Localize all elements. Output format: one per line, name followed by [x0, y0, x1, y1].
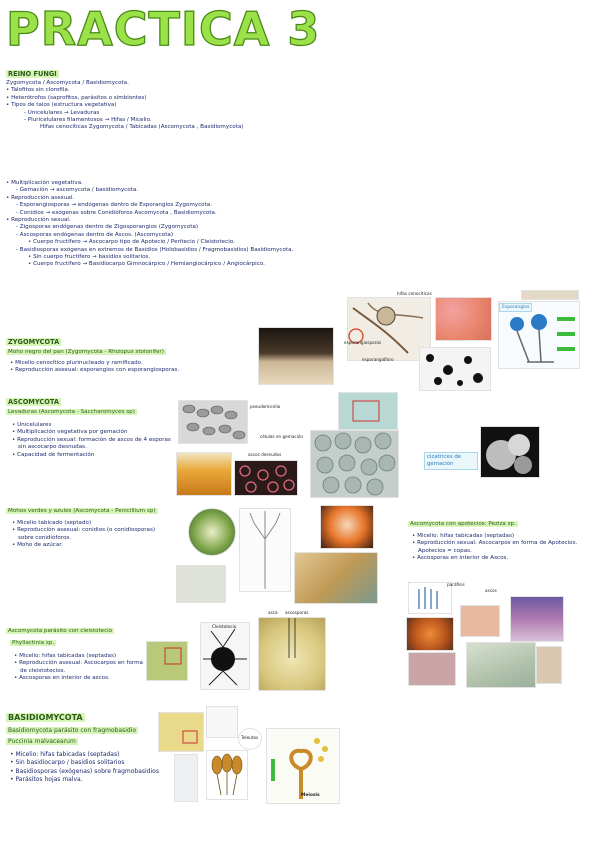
list-item: Zygomycota / Ascomycota / Basidiomycota.	[6, 80, 129, 86]
list-item: • Sin basidiocarpo / basidios solitarios	[10, 759, 125, 767]
list-item: - Ascosporas endógenas dentro de Ascos. (Ascomycota)	[16, 231, 174, 238]
list-item: • Cuerpo fructífero → Ascocarpo tipo de Apotecio / Peritecio / Cleistotecio.	[28, 239, 235, 246]
zygomycota-subheading: Moho negro del pan (Zygomycota - Rhizopus stolonifer)	[8, 349, 164, 355]
leaf-photo	[146, 641, 188, 681]
cleistotecio-list	[14, 653, 143, 683]
reproduccion-list	[6, 180, 293, 269]
peziza-heading: Ascomycota con apotecios: Peziza sp.	[410, 521, 516, 527]
list-item: • Tipos de talos (estructura vegetativa)	[6, 102, 117, 109]
conidios-photo	[294, 552, 378, 604]
ascomycota-subheading: Levaduras (Ascomycota - Saccharomyces sp)	[8, 409, 135, 415]
beer-photo	[176, 452, 232, 496]
label: ascosporas	[285, 610, 309, 615]
parafisis-drawing	[408, 582, 452, 614]
bread-mold-photo	[258, 327, 334, 385]
list-item: • Micelio tabicado (septado)	[12, 520, 92, 526]
list-item: sobre conidióforos.	[18, 534, 72, 541]
list-item: - Esporangiosporas → endógenas dentro de Esporangios Zygomycota.	[16, 202, 212, 209]
celulas-gemacion-photo	[310, 430, 399, 498]
yeast-cells-photo	[338, 392, 398, 430]
page-title: PRACTICA 3	[6, 2, 321, 56]
cicatrices-label: cicatrices de gemación	[424, 452, 478, 470]
list-item: • Sin cuerpo fructífero → basidios solitarios.	[28, 254, 151, 261]
label: esporangiosporas	[344, 340, 382, 345]
peziza-tissue-photo	[408, 652, 456, 686]
list-item: - Basidiosporas exógenas en extremos de Basidios (Holobasidios / Fragmobasidios) Basidiomycota.	[16, 246, 294, 253]
list-item: sin ascocarpo desnudas.	[18, 444, 87, 451]
list-item: - Gemación → ascomycota / basidiomycota.	[16, 187, 139, 194]
list-item: • Multiplicación vegetativa por gemación	[12, 429, 128, 436]
list-item: Hifas cenocíticas Zygomycota / Tabicadas (Ascomycota , Basidiomycota)	[40, 124, 244, 131]
list-item: • Micelio: hifas tabicadas (septadas)	[412, 533, 515, 539]
list-item: • Reproducción sexual: Ascocarpos en forma de Apotecios.	[412, 540, 578, 547]
peziza-detail-photo	[536, 646, 562, 684]
label: Cleistotecio	[212, 624, 237, 629]
list-item: • Micelio cenocítico plurinucleado y ramificado.	[10, 360, 143, 366]
list-item: • Heterótrofos (saprofitos, parásitos o simbiontes)	[6, 94, 147, 101]
list-item: • Micelio: hifas tabicadas (septadas)	[10, 751, 120, 758]
teleutos-drawing	[206, 750, 248, 800]
ascomycota-heading: ASCOMYCOTA	[8, 398, 59, 406]
basidiomycota-subheading2: Puccinia malvacearum	[8, 738, 76, 745]
label: hifas cenocíticas	[397, 291, 432, 296]
peziza-list	[412, 533, 577, 563]
reino-fungi-list	[6, 80, 244, 132]
label: esporangióforo	[362, 357, 394, 362]
label: Meiosis	[301, 793, 320, 798]
list-item: - Conidios → exógenas sobre Conidióforos Ascomycota , Basidiomycota.	[16, 209, 217, 216]
list-item: • Capacidad de fermentación	[12, 451, 95, 458]
label: ascos	[485, 588, 497, 593]
mohos-list	[12, 520, 155, 550]
puccinia-leaf-photo	[158, 712, 204, 752]
list-item: Apotecios = copas.	[418, 547, 472, 554]
cicatrices-photo	[480, 426, 540, 478]
list-item: • Reproducción asexual.	[6, 194, 75, 201]
label: ascos desnudos	[248, 452, 282, 457]
pustule-photo	[206, 706, 238, 738]
label: pseudomicelio	[250, 404, 281, 409]
zygomycota-heading: ZYGOMYCOTA	[8, 338, 60, 346]
cleistotecio-photo	[200, 622, 250, 690]
label: Teleutos	[241, 735, 259, 740]
penicillium-plate-photo	[188, 508, 236, 556]
basidiomycota-heading: BASIDIOMYCOTA	[8, 713, 83, 722]
esporangios-micro-photo	[435, 297, 492, 341]
ascomycota-list	[12, 422, 171, 459]
penicillium-drawing	[239, 508, 291, 592]
esporangios-label: Esporangios	[499, 303, 532, 312]
list-item: • Ascosporas en interior de ascos.	[14, 675, 110, 682]
list-item: • Reproducción sexual.	[6, 217, 71, 224]
apotecio-section-photo	[460, 605, 500, 637]
teleuto-micro-photo	[174, 754, 198, 802]
cleistotecio-heading: Ascomycota parásito con cleistotecio	[8, 628, 113, 634]
zygomycota-list	[10, 360, 179, 375]
list-item: • Parásitos hojas malva.	[10, 776, 83, 784]
list-item: • Basidiosporas (exógenas) sobre fragmobasidios	[10, 767, 159, 775]
pseudomicelio-photo	[178, 400, 248, 444]
label: células en gemación	[260, 434, 304, 439]
ascos-desnudos-photo	[234, 460, 298, 496]
reino-fungi-heading: REINO FUNGI	[8, 70, 57, 78]
peziza-cups-photo	[406, 617, 454, 651]
esporangios-black-photo	[419, 347, 491, 391]
asca-photo	[258, 617, 326, 691]
list-item: • Unicelulares	[12, 422, 52, 428]
list-item: - Pluricelulares filamentosos → Hifas / Micelio.	[24, 117, 152, 124]
list-item: • Moho de azúcar.	[12, 542, 63, 549]
list-item: • Reproducción asexual: conidios (o conidiosporas)	[12, 527, 156, 534]
cleistotecio-subheading: Phyllactinia sp.	[12, 640, 55, 646]
list-item: • Micelio: hifas tabicadas (septadas)	[14, 653, 117, 659]
orange-mold-photo	[320, 505, 374, 549]
list-item: • Reproducción sexual: formación de ascos de 4 esporas	[12, 436, 171, 443]
list-item: - Zigosporas endógenas dentro de Zigosporangios (Zygomycota)	[16, 224, 199, 231]
list-item: • Reproducción asexual: esporangios con esporangiosporas.	[10, 367, 180, 374]
list-item: • Cuerpo fructífero → Basidiocarpo Gimnocárpico / Hemiangiocárpico / Angiocárpico.	[28, 261, 265, 268]
list-item: • Ascosporas en interior de Ascos.	[412, 555, 509, 562]
ascos-photo	[510, 596, 564, 642]
label: paráfisis	[447, 582, 465, 587]
basidiomycota-subheading1: Basidiomycota parásito con fragmobasidio	[8, 727, 137, 734]
microscopy-photo	[176, 565, 226, 603]
label: asca	[268, 610, 278, 615]
list-item: • Multiplicación vegetativa.	[6, 180, 83, 186]
list-item: de cleistotecios.	[20, 667, 66, 674]
list-item: • Talofitos sin clorofila.	[6, 87, 70, 94]
strip-photo	[521, 290, 579, 300]
list-item: • Reproducción asexual: Ascocarpos en forma	[14, 660, 143, 667]
peziza-diagram-photo	[466, 642, 536, 688]
basidiomycota-list	[10, 751, 159, 785]
mohos-heading: Mohos verdes y azules (Ascomycota - Penicillium sp)	[8, 508, 156, 514]
list-item: - Unicelulares → Levaduras	[24, 109, 100, 116]
